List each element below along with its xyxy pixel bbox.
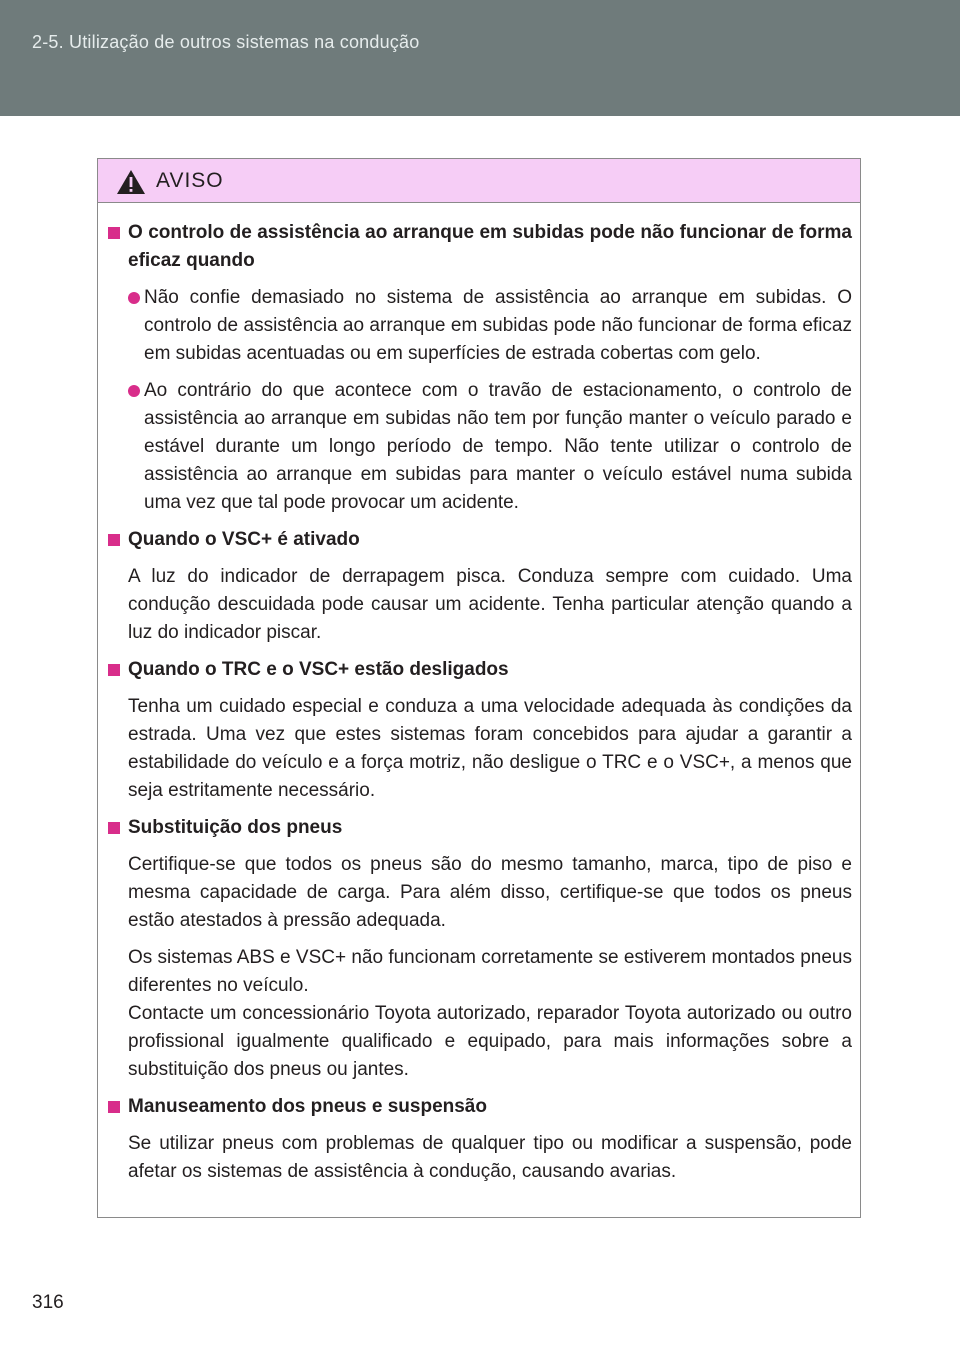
section-title: 2-5. Utilização de outros sistemas na condução (32, 32, 420, 52)
warning-header (98, 159, 860, 203)
section-vsc-activated (108, 526, 852, 647)
circle-bullet-icon (128, 292, 140, 304)
section-hill-start (108, 219, 852, 517)
warning-triangle-icon (116, 169, 146, 195)
section-heading: Quando o TRC e o VSC+ estão desligados (108, 656, 852, 684)
paragraph: Contacte um concessionário Toyota autorizado, reparador Toyota autorizado ou outro profissional igualmente qualificado e equipado, para mais informações sobre a substituição dos pneus ou jantes. (128, 1003, 852, 1080)
section-heading: O controlo de assistência ao arranque em subidas pode não funcionar de forma eficaz quando (108, 219, 852, 275)
section-heading: Manuseamento dos pneus e suspensão (108, 1093, 852, 1121)
paragraph: Os sistemas ABS e VSC+ não funcionam corretamente se estiverem montados pneus diferentes no veículo. (128, 947, 852, 996)
warning-box (97, 158, 861, 1218)
paragraph: Certifique-se que todos os pneus são do mesmo tamanho, marca, tipo de piso e mesma capacidade de carga. Para além disso, certifique-se que todos os pneus estão atestados à pressão adequada. (128, 854, 852, 931)
square-bullet-icon (108, 227, 120, 239)
page-header (0, 0, 960, 116)
list-item: Ao contrário do que acontece com o travão de estacionamento, o controlo de assistência ao arranque em subidas não tem por função manter o veículo parado e estável durante um longo período de tempo. Não tente utilizar o controlo de assistência ao arranque em subidas para manter o veículo estável numa subida uma vez que tal pode provocar um acidente. (108, 377, 852, 517)
paragraph: A luz do indicador de derrapagem pisca. Conduza sempre com cuidado. Uma condução descuidada pode causar um acidente. Tenha particular atenção quando a luz do indicador piscar. (128, 566, 852, 643)
section-trc-vsc-off (108, 656, 852, 805)
square-bullet-icon (108, 664, 120, 676)
square-bullet-icon (108, 1101, 120, 1113)
section-heading: Substituição dos pneus (108, 814, 852, 842)
list-item: Não confie demasiado no sistema de assistência ao arranque em subidas. O controlo de assistência ao arranque em subidas pode não funcionar de forma eficaz em subidas acentuadas ou em superfícies de estrada cobertas com gelo. (108, 284, 852, 368)
paragraph: Se utilizar pneus com problemas de qualquer tipo ou modificar a suspensão, pode afetar os sistemas de assistência à condução, causando avarias. (128, 1133, 852, 1182)
circle-bullet-icon (128, 385, 140, 397)
page-number: 316 (32, 1292, 64, 1313)
section-tire-replacement (108, 814, 852, 1084)
section-heading: Quando o VSC+ é ativado (108, 526, 852, 554)
warning-label: AVISO (156, 169, 224, 192)
square-bullet-icon (108, 822, 120, 834)
warning-body (98, 203, 860, 1186)
square-bullet-icon (108, 534, 120, 546)
section-tire-suspension (108, 1093, 852, 1186)
paragraph: Tenha um cuidado especial e conduza a uma velocidade adequada às condições da estrada. Uma vez que estes sistemas foram concebidos para ajudar a garantir a estabilidade do veículo e a força motriz, não desligue o TRC e o VSC+, a menos que seja estritamente necessário. (128, 696, 852, 801)
